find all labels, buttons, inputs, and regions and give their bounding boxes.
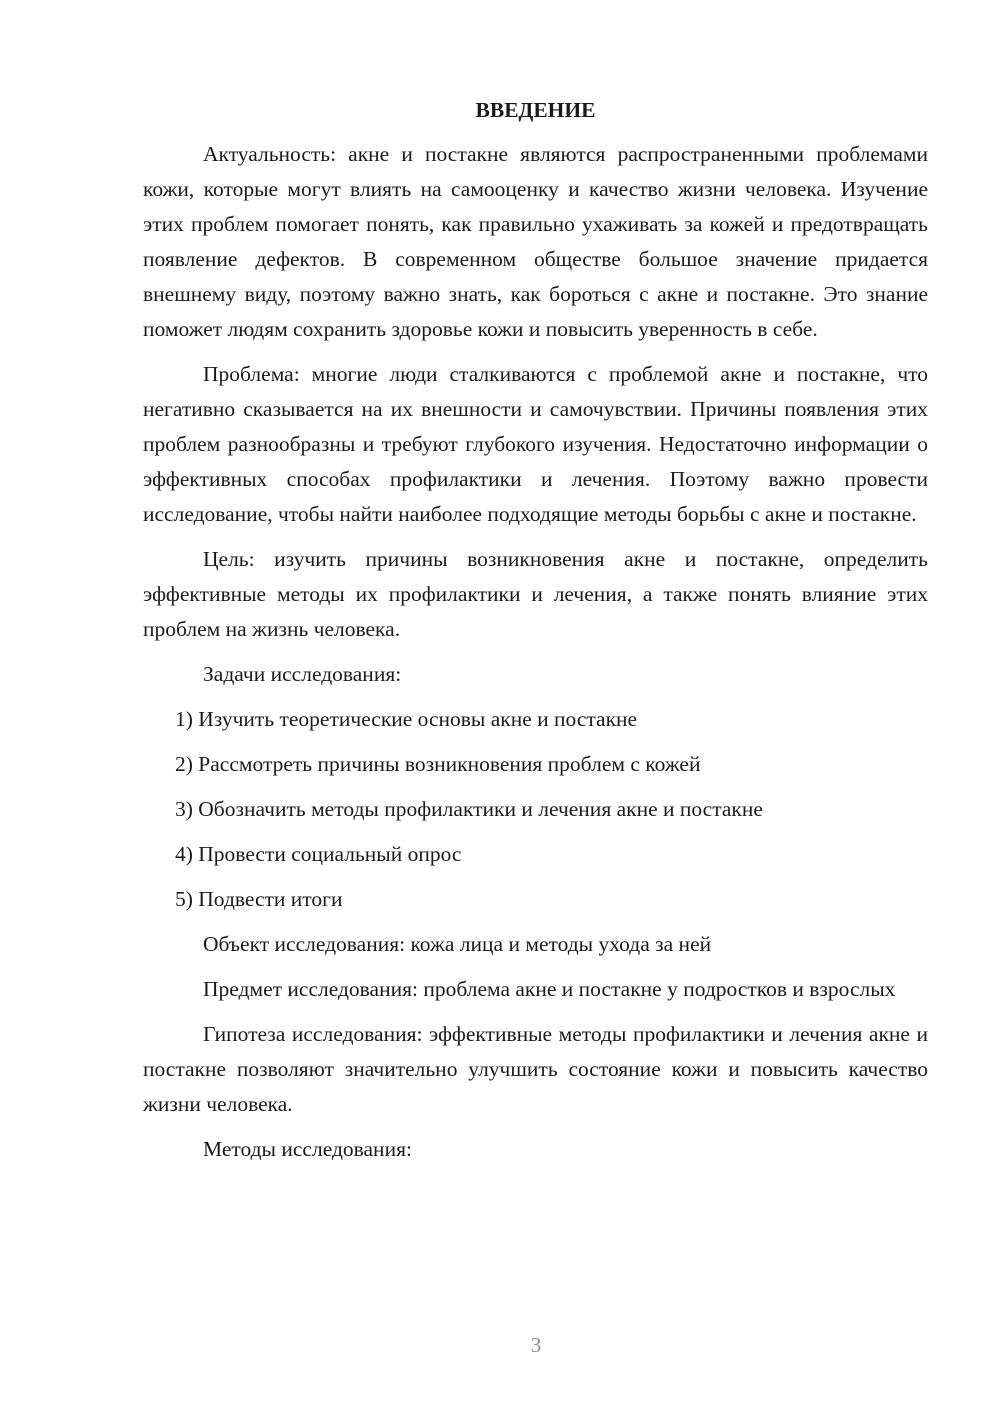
document-page xyxy=(143,95,928,1177)
list-item: 5) Подвести итоги xyxy=(175,887,343,911)
paragraph-tasks-heading: Задачи исследования: xyxy=(203,662,402,686)
paragraph-hypothesis: Гипотеза исследования: эффективные методы профилактики и лечения акне и постакне позволяют значительно улучшить состояние кожи и повысить качество жизни человека. xyxy=(143,1022,928,1116)
list-item: 4) Провести социальный опрос xyxy=(175,842,462,866)
paragraph-methods: Методы исследования: xyxy=(203,1137,412,1161)
paragraph-object: Объект исследования: кожа лица и методы ухода за ней xyxy=(203,932,712,956)
list-item: 1) Изучить теоретические основы акне и постакне xyxy=(175,707,638,731)
page-title: ВВЕДЕНИЕ xyxy=(475,98,596,122)
paragraph-subject: Предмет исследования: проблема акне и постакне у подростков и взрослых xyxy=(203,977,896,1001)
tasks-list xyxy=(143,702,928,917)
page-number: 3 xyxy=(530,1333,542,1357)
paragraph-problem: Проблема: многие люди сталкиваются с проблемой акне и постакне, что негативно сказывается на их внешности и самочувствии. Причины появления этих проблем разнообразны и требуют глубокого изучения. Недостаточно информации о эффективных способах профилактики и лечения. Поэтому важно провести исследование, чтобы найти наиболее подходящие методы борьбы с акне и постакне. xyxy=(143,362,928,526)
paragraph-goal: Цель: изучить причины возникновения акне и постакне, определить эффективные методы их профилактики и лечения, а также понять влияние этих проблем на жизнь человека. xyxy=(143,547,928,641)
paragraph-relevance: Актуальность: акне и постакне являются распространенными проблемами кожи, которые могут влиять на самооценку и качество жизни человека. Изучение этих проблем помогает понять, как правильно ухаживать за кожей и предотвращать появление дефектов. В современном обществе большое значение придается внешнему виду, поэтому важно знать, как бороться с акне и постакне. Это знание поможет людям сохранить здоровье кожи и повысить уверенность в себе. xyxy=(143,142,928,341)
list-item: 2) Рассмотреть причины возникновения проблем с кожей xyxy=(175,752,701,776)
list-item: 3) Обозначить методы профилактики и лечения акне и постакне xyxy=(175,797,763,821)
